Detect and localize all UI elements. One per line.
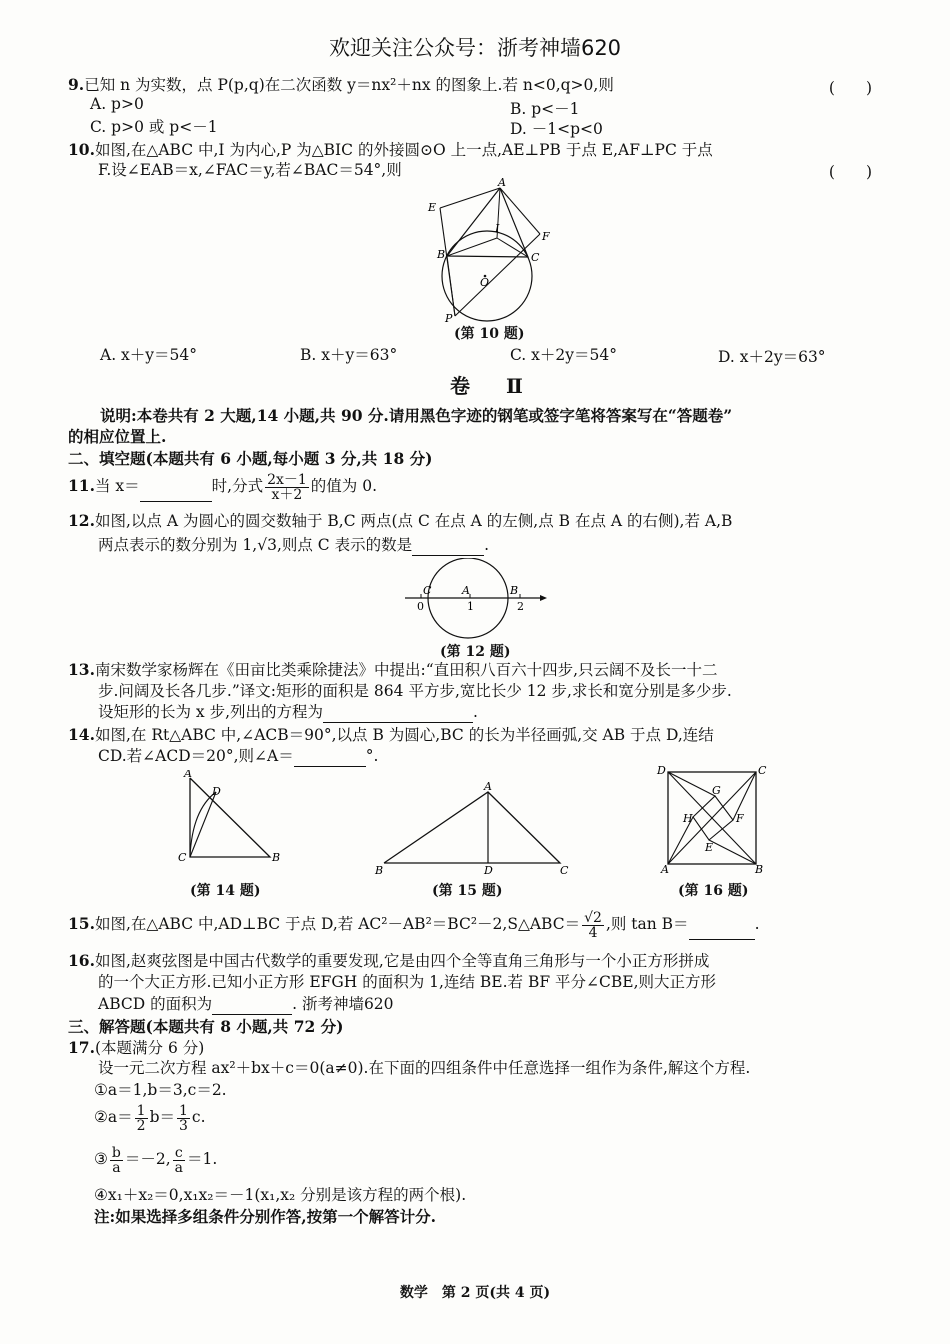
label-b: B [755, 863, 764, 876]
condition-3: ③ $\frac{b}{a}$ ＝－2, $\frac{c}{a}$ ＝1. [94, 1144, 218, 1176]
question-13-line3: 设矩形的长为 x 步,列出的方程为 . [98, 703, 478, 721]
label-d: D [657, 764, 666, 777]
fraction: $\frac{√2}{4}$ [584, 909, 602, 941]
figure-16-caption: (第 16 题) [678, 883, 749, 899]
section-note-line2: 的相应位置上. [68, 427, 167, 446]
score-note: (本题满分 6 分) [94, 1039, 205, 1057]
label-f: F [736, 812, 744, 825]
label-b: B [437, 248, 446, 261]
segment-fp [455, 234, 540, 316]
segment-ci [497, 238, 528, 257]
question-text: 如图,赵爽弦图是中国古代数学的重要发现,它是由四个全等直角三角形与一个小正方形拼成 [94, 952, 710, 970]
label-a: A [184, 770, 192, 780]
question-number: 16. [68, 951, 95, 970]
label-i: I [495, 222, 500, 235]
condition-1: ①a＝1,b＝3,c＝2. [94, 1081, 227, 1099]
question-text: 如图,以点 A 为圆心的圆交数轴于 B,C 两点(点 C 在点 A 的左侧,点 B 在点 A 的右侧),若 A,B [94, 512, 733, 530]
condition-4: ④x₁＋x₂＝0,x₁x₂＝－1(x₁,x₂ 分别是该方程的两个根). [94, 1186, 467, 1204]
tick-label-1: 1 [467, 600, 474, 613]
question-text: 如图,在△ABC 中,I 为内心,P 为△BIC 的外接圆⊙O 上一点,AE⊥PB 于点 E,AF⊥PC 于点 [94, 141, 713, 159]
option-c: C. p>0 或 p<－1 [90, 118, 218, 136]
option-d: D. －1<p<0 [510, 120, 603, 138]
label-b: B [272, 851, 281, 864]
part-2-title: 二、填空题(本题共有 6 小题,每小题 3 分,共 18 分) [68, 449, 433, 468]
question-number: 10. [68, 140, 95, 159]
question-text: 的值为 0. [310, 477, 378, 495]
label-c: C [531, 251, 540, 264]
question-number: 11. [68, 476, 95, 495]
question-text: ,则 tan B＝ [605, 915, 689, 933]
label-a: A [462, 584, 470, 597]
tick-label-0: 0 [417, 600, 424, 613]
fraction: $\frac{b}{a}$ [111, 1144, 121, 1176]
label-c: C [758, 764, 767, 777]
answer-blank[interactable] [140, 485, 212, 502]
question-text: 如图,在△ABC 中,AD⊥BC 于点 D,若 AC²－AB²＝BC²－2,S△ABC＝ [94, 915, 581, 933]
figure-10 [425, 178, 575, 323]
question-10-line1 [68, 139, 878, 161]
label-c: C [423, 584, 432, 597]
question-11 [68, 472, 878, 502]
figure-14 [172, 770, 287, 875]
question-15: 15.如图,在△ABC 中,AD⊥BC 于点 D,若 AC²－AB²＝BC²－2,S△ABC＝ $\frac{√2}{4}$ ,则 tan B＝ . [68, 909, 760, 941]
fraction: $\frac{c}{a}$ [174, 1144, 184, 1176]
figure-12-caption: (第 12 题) [440, 644, 511, 660]
question-text: ABCD 的面积为 [98, 995, 213, 1013]
question-text: 当 x＝ [94, 477, 140, 495]
tick-label-2: 2 [517, 600, 524, 613]
question-17-line1: 设一元二次方程 ax²＋bx＋c＝0(a≠0).在下面的四组条件中任意选择一组作为条件,解这个方程. [98, 1059, 751, 1077]
question-13-line1 [68, 659, 878, 681]
fraction: $\frac{1}{2}$ [136, 1102, 146, 1134]
label-b: B [510, 584, 519, 597]
question-14-line2: CD.若∠ACD＝20°,则∠A＝ °. [98, 747, 379, 765]
question-number: 12. [68, 511, 95, 530]
question-14-line1 [68, 724, 878, 746]
label-b: B [375, 864, 384, 877]
answer-blank[interactable] [689, 923, 755, 940]
option-b: B. x＋y＝63° [300, 346, 398, 364]
question-12-line2: 两点表示的数分别为 1,√3,则点 C 表示的数是 . [98, 536, 490, 554]
figure-12 [400, 558, 550, 640]
label-e: E [705, 841, 714, 854]
question-number: 15. [68, 914, 95, 933]
question-text: 设矩形的长为 x 步,列出的方程为 [98, 703, 324, 721]
option-c: C. x＋2y＝54° [510, 346, 617, 364]
question-text: 已知 n 为实数，点 P(p,q)在二次函数 y＝nx²＋nx 的图象上.若 n<0,q>0,则 [84, 76, 614, 94]
label-o: O [480, 276, 490, 289]
figure-10-caption: (第 10 题) [454, 326, 525, 342]
triangle-abc [447, 188, 528, 257]
grading-note: 注:如果选择多组条件分别作答,按第一个解答计分. [94, 1207, 437, 1226]
question-16-line1 [68, 950, 878, 972]
option-a: A. p>0 [90, 95, 144, 113]
label-h: H [683, 812, 693, 825]
section-title: 卷 Ⅱ [450, 374, 531, 398]
label-d: D [484, 864, 493, 877]
label-p: P [445, 312, 453, 323]
question-13-line2: 步.问阔及长各几步.”译文:矩形的面积是 864 平方步,宽比长少 12 步,求长和宽分别是多少步. [98, 682, 732, 700]
figure-15 [370, 780, 575, 878]
answer-blank[interactable] [323, 706, 473, 723]
answer-paren: ( ) [828, 163, 872, 181]
question-number: 17. [68, 1038, 95, 1057]
option-a: A. x＋y＝54° [100, 346, 198, 364]
triangle-abc [190, 778, 270, 857]
question-16-line3: ABCD 的面积为 . 浙考神墙620 [98, 995, 394, 1013]
question-number: 9. [68, 75, 85, 94]
label-g: G [712, 784, 721, 797]
condition-2: ②a＝ $\frac{1}{2}$ b＝ $\frac{1}{3}$ c. [94, 1102, 206, 1134]
answer-blank[interactable] [412, 539, 484, 556]
question-9 [68, 74, 878, 96]
label-e: E [428, 201, 437, 214]
segment-af [500, 188, 540, 234]
figure-14-caption: (第 14 题) [190, 883, 261, 899]
question-16-line2: 的一个大正方形.已知小正方形 EFGH 的面积为 1,连结 BE.若 BF 平分∠CBE,则大正方形 [98, 973, 717, 991]
answer-paren: ( ) [828, 79, 872, 97]
answer-blank[interactable] [212, 998, 292, 1015]
watermark: 欢迎关注公众号：浙考神墙620 [328, 36, 622, 60]
fraction: $\frac{2x-1}{x+2}$ [267, 471, 307, 503]
question-17-header [68, 1037, 878, 1059]
question-number: 14. [68, 725, 95, 744]
axis-arrow [540, 595, 547, 601]
figure-15-caption: (第 15 题) [432, 883, 503, 899]
segment-be [709, 840, 756, 864]
label-c: C [560, 864, 569, 877]
segment-dg [668, 772, 715, 796]
question-text: 如图,在 Rt△ABC 中,∠ACB＝90°,以点 B 为圆心,BC 的长为半径画弧,交 AB 于点 D,连结 [94, 726, 714, 744]
fraction: $\frac{1}{3}$ [179, 1102, 188, 1134]
question-text: 两点表示的数分别为 1,√3,则点 C 表示的数是 [98, 536, 413, 554]
question-10-line2: F.设∠EAB＝x,∠FAC＝y,若∠BAC＝54°,则 [98, 161, 402, 179]
option-d: D. x＋2y＝63° [718, 348, 826, 366]
part-3-title: 三、解答题(本题共有 8 小题,共 72 分) [68, 1017, 344, 1036]
label-a: A [484, 780, 492, 793]
section-note-line1: 说明:本卷共有 2 大题,14 小题,共 90 分.请用黑色字迹的钢笔或签字笔将答案写在“答题卷” [100, 406, 733, 425]
label-a: A [661, 863, 669, 876]
question-text: CD.若∠ACD＝20°,则∠A＝ [98, 747, 294, 765]
figure-16 [655, 762, 775, 877]
segment-ae [440, 188, 500, 208]
segment-bp [447, 256, 455, 316]
question-text: 南宋数学家杨辉在《田亩比类乘除捷法》中提出:“直田积八百六十四步,只云阔不及长一十二 [94, 661, 718, 679]
label-a: A [498, 178, 506, 189]
label-f: F [542, 230, 550, 243]
label-c: C [178, 851, 187, 864]
question-number: 13. [68, 660, 95, 679]
segment-cd [190, 792, 216, 857]
question-12-line1 [68, 510, 878, 532]
question-text: 时,分式 [211, 477, 264, 495]
option-b: B. p<－1 [510, 100, 580, 118]
triangle-abc [384, 792, 560, 863]
page-footer: 数学 第 2 页(共 4 页) [399, 1285, 551, 1301]
label-d: D [212, 785, 221, 798]
answer-blank[interactable] [294, 750, 366, 767]
